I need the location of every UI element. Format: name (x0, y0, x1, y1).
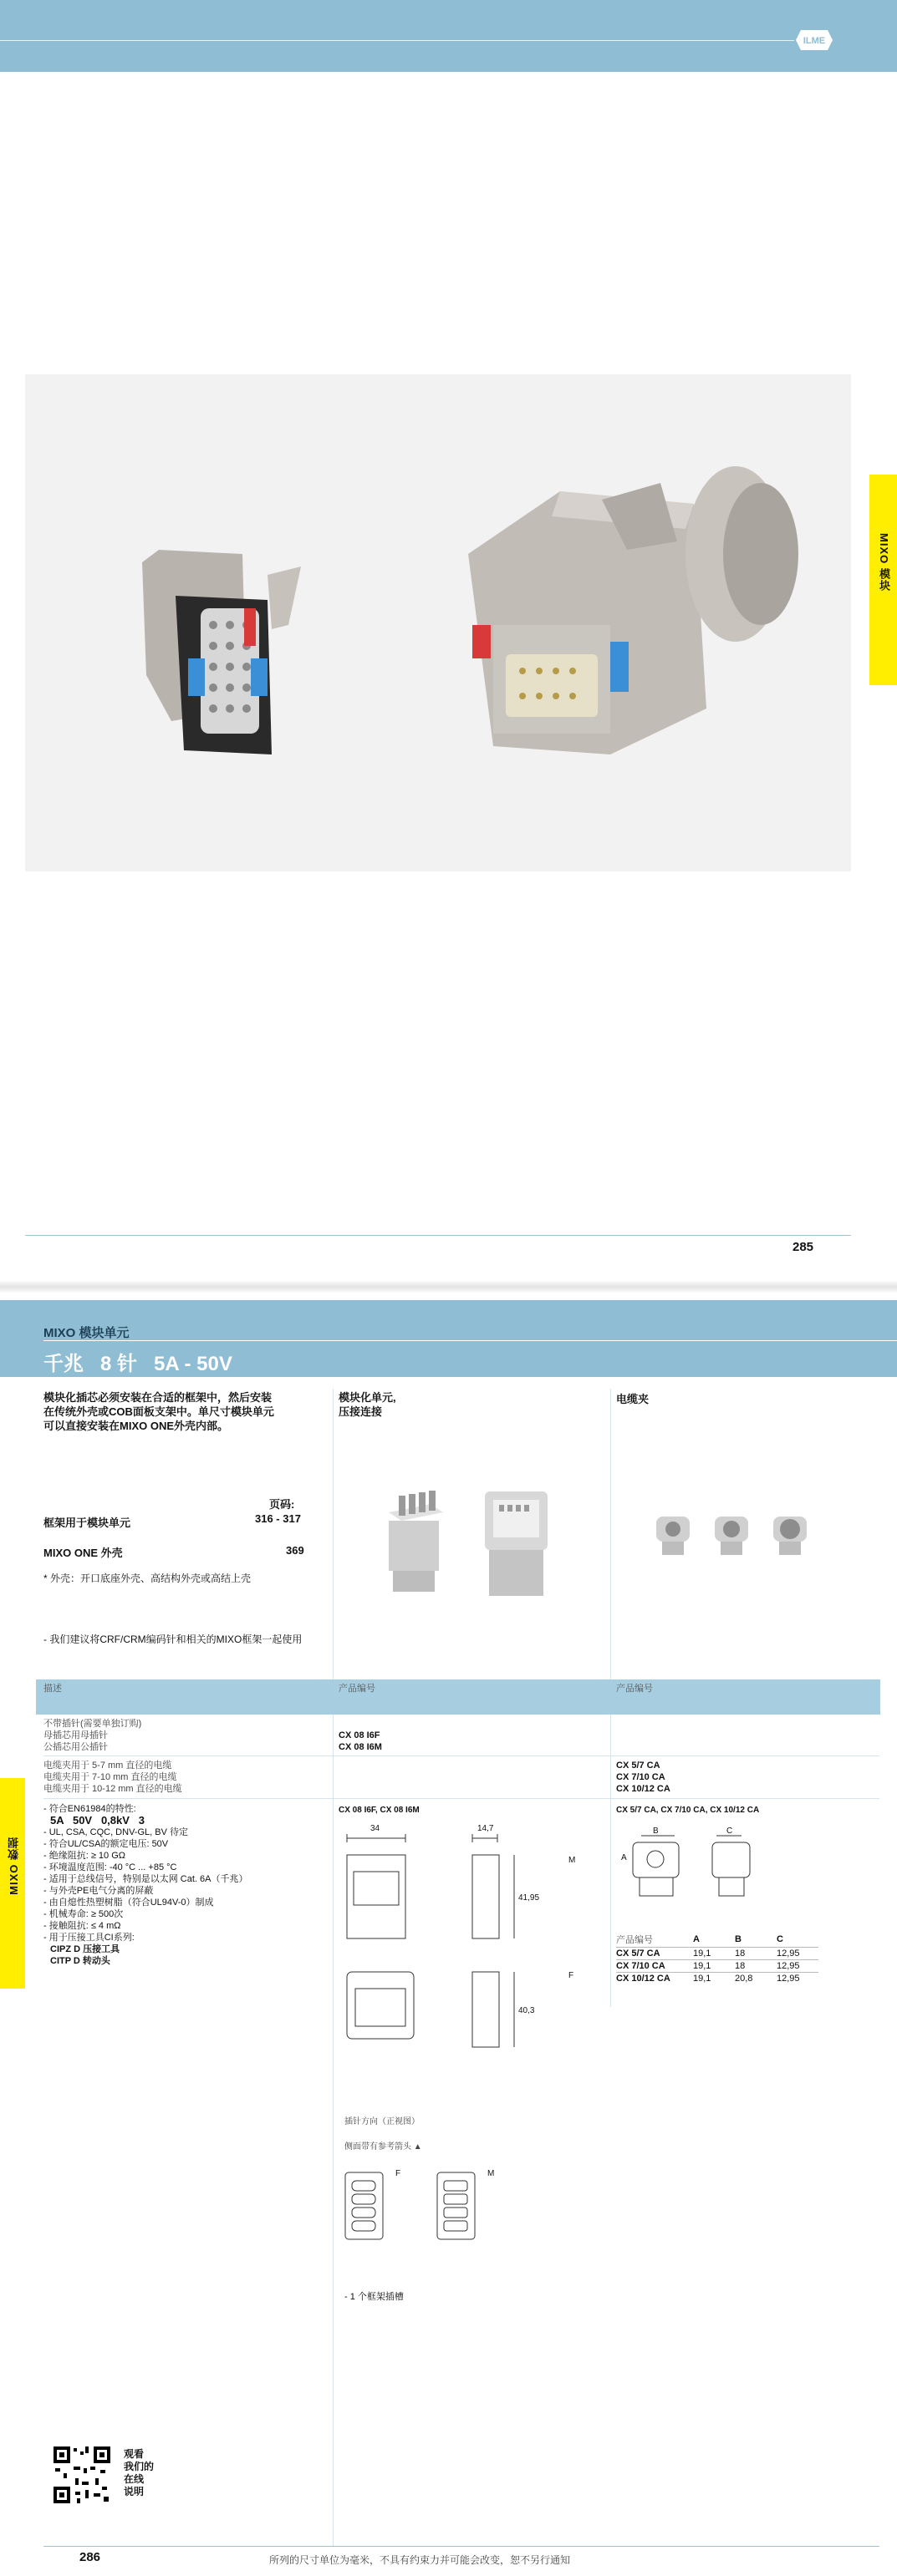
product-code: CX 10/12 CA (616, 1784, 670, 1794)
row-a-desc (43, 1718, 141, 1753)
technical-drawing-module (339, 1821, 606, 2097)
table-row (616, 1973, 818, 1985)
dim-a: A (621, 1853, 627, 1862)
page-separator (0, 1280, 897, 1293)
side-tab-mixo[interactable] (869, 475, 897, 685)
mixo-one-pages: 369 (286, 1544, 304, 1557)
product-code: CX 08 I6F (339, 1730, 380, 1740)
pin-view-sub: 侧面带有参考箭头 ▲ (344, 2142, 422, 2152)
dim-table-header: 产品编号 (616, 1935, 653, 1945)
spec-line: - 符合EN61984的特性: (43, 1804, 136, 1814)
spec-line: - 符合UL/CSA的额定电压: 50V (43, 1839, 169, 1849)
dim-table-header: C (777, 1934, 783, 1944)
logo-text: ILME (803, 36, 826, 46)
top-band-line (0, 40, 794, 41)
drawing-right-title: CX 5/7 CA, CX 7/10 CA, CX 10/12 CA (616, 1806, 760, 1815)
dim-w2: 14,7 (477, 1824, 494, 1833)
product-code: CX 08 I6M (339, 1742, 382, 1752)
spec-line: - 由自熄性热塑树脂（符合UL94V-0）制成 (43, 1898, 214, 1908)
dim-cell: 19,1 (693, 1973, 735, 1985)
dimension-table (616, 1932, 818, 1984)
table-header-bar (36, 1679, 880, 1715)
technical-drawing-clamp (616, 1826, 867, 1905)
footer-note: 所列的尺寸单位为毫米，不具有约束力并可能会改变，恕不另行通知 (269, 2554, 571, 2566)
dim-h2: 40,3 (518, 2006, 535, 2015)
row-b-desc-line: 电缆夹用于 5-7 mm 直径的电缆 (43, 1761, 172, 1771)
row-a-codes (339, 1730, 382, 1753)
ilme-logo (796, 28, 833, 52)
cable-clamp-image-1 (652, 1508, 694, 1558)
frame-label: 框架用于模块单元 (43, 1517, 131, 1529)
row-b-desc (43, 1760, 182, 1795)
dim-cell: 18 (735, 1948, 777, 1960)
product-code: CX 5/7 CA (616, 1761, 660, 1771)
section-label: MIXO 模块单元 (43, 1326, 130, 1340)
th-code2: 产品编号 (616, 1684, 653, 1694)
spec-rating: 5A 50V 0,8kV 3 (50, 1814, 145, 1827)
dim-cell: 20,8 (735, 1973, 777, 1985)
spec-line: - 机械寿命: ≥ 500次 (43, 1909, 124, 1919)
spec-line: - UL, CSA, CQC, DNV-GL, BV 待定 (43, 1827, 188, 1837)
dim-cell: 18 (735, 1960, 777, 1973)
top-band (0, 0, 897, 72)
pin-f-label: F (395, 2169, 401, 2178)
product-code: CX 7/10 CA (616, 1772, 665, 1782)
dim-cell: CX 5/7 CA (616, 1948, 693, 1960)
pin-view-title: 插针方向（正视图） (344, 2117, 420, 2126)
specs-list (43, 1803, 328, 1967)
table-row (616, 1960, 818, 1973)
spec-line: - 适用于总线信号，特别是以太网 Cat. 6A（千兆） (43, 1874, 248, 1884)
product-photo (25, 374, 851, 871)
page2-footer-line (43, 2546, 879, 2547)
frame-pages: 316 - 317 (255, 1512, 301, 1525)
recommend-note: - 我们建议将CRF/CRM编码针和相关的MIXO框架一起使用 (43, 1633, 303, 1645)
dim-table-header: A (693, 1934, 700, 1944)
dim-cell: 12,95 (777, 1948, 818, 1960)
row-b-desc-line: 电缆夹用于 10-12 mm 直径的电缆 (43, 1784, 182, 1794)
module-image-female (380, 1487, 447, 1596)
spec-line: - 与外壳PE电气分离的屏蔽 (43, 1886, 154, 1896)
row-a-desc-line: 公插芯用公插针 (43, 1742, 108, 1752)
pin-m-label: M (487, 2169, 495, 2178)
qr-code[interactable] (52, 2445, 112, 2505)
dim-cell: CX 7/10 CA (616, 1960, 693, 1973)
pin-layout-drawings (339, 2168, 522, 2243)
dim-table-header: B (735, 1934, 742, 1944)
intro-text: 模块化插芯必须安装在合适的框架中，然后安装在传统外壳或COB面板支架中。单尺寸模块单元可以直接安装在MIXO ONE外壳内部。 (43, 1391, 274, 1432)
note-star: * 外壳：开口底座外壳、高结构外壳或高结上壳 (43, 1573, 252, 1584)
spec-tool: CITP D 转动头 (50, 1956, 110, 1966)
spec-line: - 接触阻抗: ≤ 4 mΩ (43, 1921, 121, 1931)
dim-cell: 12,95 (777, 1960, 818, 1973)
dim-cell: 19,1 (693, 1960, 735, 1973)
spec-line: - 用于压接工具CI系列: (43, 1933, 135, 1943)
row-divider (43, 1755, 879, 1756)
spec-line: - 环境温度范围: -40 °C ... +85 °C (43, 1862, 177, 1872)
label-f: F (568, 1971, 574, 1980)
row-b-desc-line: 电缆夹用于 7-10 mm 直径的电缆 (43, 1772, 177, 1782)
dim-b: B (653, 1827, 659, 1836)
spec-line: - 绝缘阻抗: ≥ 10 GΩ (43, 1851, 125, 1861)
dim-cell: 19,1 (693, 1948, 735, 1960)
qr-caption: 观看 我们的 在线 说明 (124, 2448, 155, 2497)
th-code1: 产品编号 (339, 1684, 375, 1694)
dim-w1: 34 (370, 1824, 380, 1833)
cable-clamp-image-3 (769, 1508, 811, 1558)
dim-cell: CX 10/12 CA (616, 1973, 693, 1985)
drawing-mid-title: CX 08 I6F, CX 08 I6M (339, 1806, 420, 1815)
th-desc: 描述 (43, 1684, 62, 1694)
spec-tool: CIPZ D 压接工具 (50, 1944, 120, 1954)
mixo-one-label: MIXO ONE 外壳 (43, 1547, 123, 1559)
dim-cell: 12,95 (777, 1973, 818, 1985)
row-a-desc-line: 母插芯用母插针 (43, 1730, 108, 1740)
page2-number: 286 (79, 2550, 101, 2564)
row-divider (43, 1798, 879, 1799)
frame-slot-note: - 1 个框架插槽 (344, 2292, 404, 2302)
pages-label: 页码: (269, 1498, 295, 1511)
module-image-male (481, 1483, 552, 1600)
col-head-right: 电缆夹 (616, 1393, 650, 1405)
side-tab-label: MIXO 数据 (8, 1837, 20, 1895)
row-b-codes (616, 1760, 670, 1795)
cable-clamp-image-2 (711, 1508, 752, 1558)
dim-h1: 41,95 (518, 1893, 540, 1903)
col-separator-1 (333, 1389, 334, 2546)
main-title: 千兆 8 针 5A - 50V (43, 1353, 232, 1375)
page1-number: 285 (793, 1240, 814, 1254)
label-m: M (568, 1856, 576, 1865)
row-a-desc-line: 不带插针(需要单独订购) (43, 1719, 142, 1729)
col-head-mid: 模块化单元, 压接连接 (339, 1391, 396, 1418)
side-tab-label: MIXO 模块 (878, 533, 890, 592)
header-divider (43, 1340, 897, 1341)
side-tab-mixo-data[interactable] (0, 1778, 25, 1989)
page1-footer-line (25, 1235, 851, 1236)
dim-c: C (726, 1827, 733, 1836)
table-row (616, 1948, 818, 1960)
